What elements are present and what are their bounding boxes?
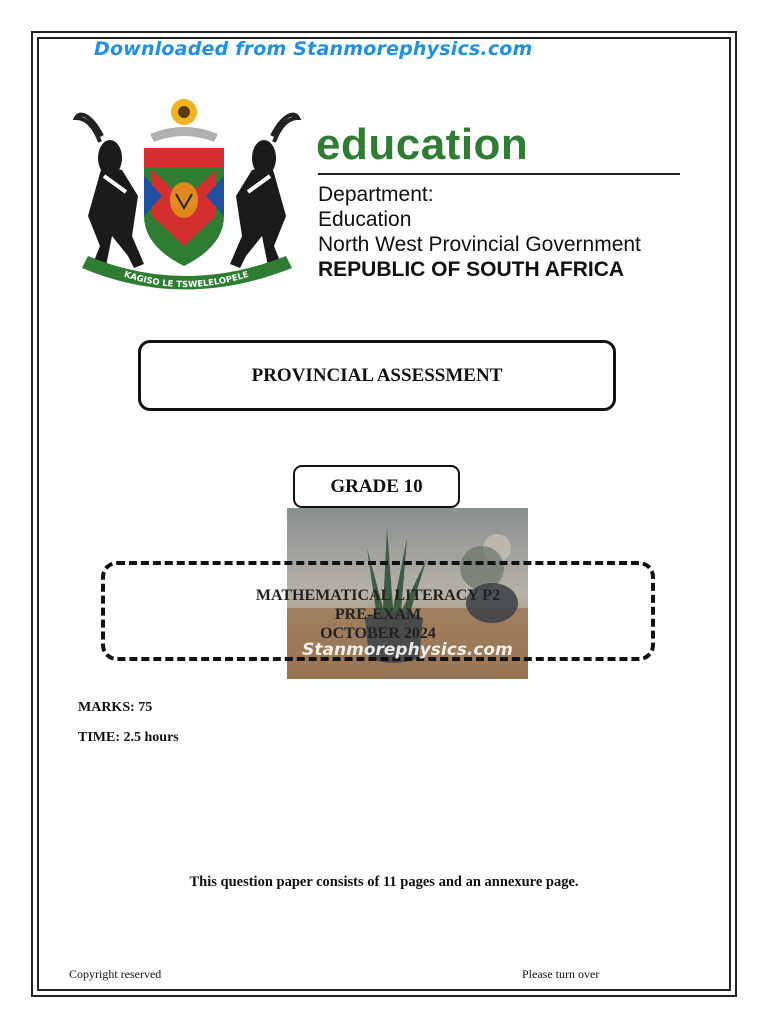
crest-left-antelope <box>76 115 144 268</box>
crest-shield <box>144 148 224 266</box>
subject-line-1: MATHEMATICAL LITERACY P2 <box>255 587 501 604</box>
coat-of-arms-logo <box>72 96 302 306</box>
crest-helmet <box>150 127 218 142</box>
grade-label: GRADE 10 <box>330 475 423 497</box>
dept-line-4: REPUBLIC OF SOUTH AFRICA <box>318 258 625 281</box>
footer-turn-over: Please turn over <box>522 967 600 981</box>
dept-line-2: Education <box>318 208 412 231</box>
watermark-text: Stanmorephysics.com <box>302 640 513 660</box>
subject-line-2: PRE-EXAM <box>334 606 422 623</box>
grade-box <box>293 465 460 508</box>
subject-block <box>101 586 655 643</box>
wordmark-underline <box>318 173 680 175</box>
crest-right-antelope <box>230 115 298 268</box>
provincial-assessment-box <box>138 340 616 411</box>
crest-motto-text: KAGISO LE TSWELELOPELE <box>122 269 250 291</box>
marks-info: MARKS: 75 <box>78 700 153 715</box>
department-block <box>318 182 641 282</box>
time-info: TIME: 2.5 hours <box>78 730 179 745</box>
dept-line-3: North West Provincial Government <box>318 233 641 256</box>
footer-copyright: Copyright reserved <box>69 967 162 981</box>
download-banner[interactable]: Downloaded from Stanmorephysics.com <box>94 38 533 60</box>
crest-sunflower <box>171 99 197 125</box>
dept-line-1: Department: <box>318 183 434 206</box>
education-wordmark: education <box>316 120 529 169</box>
subject-line-3: OCTOBER 2024 <box>320 625 436 642</box>
provincial-assessment-label: PROVINCIAL ASSESSMENT <box>251 364 503 386</box>
page-count-notice: This question paper consists of 11 pages and an annexure page. <box>189 874 579 890</box>
